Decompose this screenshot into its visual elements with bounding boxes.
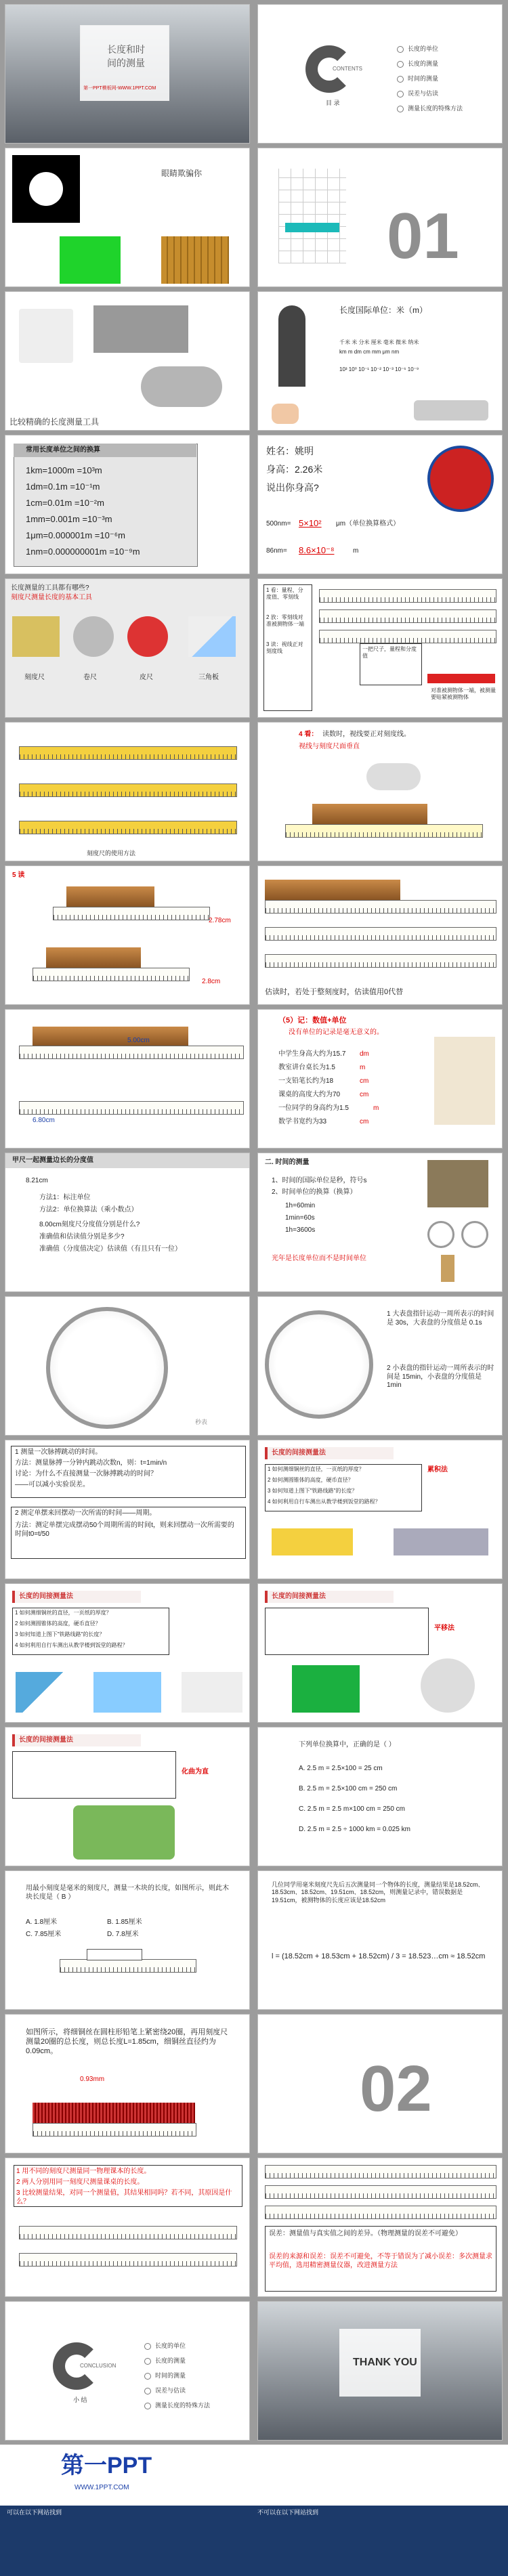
estimate-wood	[265, 880, 400, 900]
reading-ruler	[285, 824, 483, 838]
division-r3: 方法2：单位换算法（乘小数点）	[39, 1206, 138, 1214]
ruler-image	[12, 616, 60, 657]
ruler-quiz-d[interactable]: D. 7.8厘米	[107, 1931, 139, 1938]
indirect-item-3: 3 如何知道上图下"铁路线路"的长度？	[268, 1488, 358, 1494]
cover-title-line2: 间的测量	[107, 58, 145, 68]
tool-label-4: 三角板	[198, 674, 219, 681]
slide-indirect-4[interactable]	[5, 1727, 250, 1866]
exercise-1-suffix: μm（单位换算格式）	[336, 520, 400, 528]
step-3: 3 读：视线正对刻度线	[266, 641, 303, 654]
ruler-quiz-b[interactable]: B. 1.85厘米	[107, 1918, 142, 1926]
value-wood	[33, 1027, 188, 1046]
slide-read-values[interactable]	[5, 865, 250, 1005]
cover-title-line1: 长度和时	[107, 44, 145, 55]
error-l1: 误差：测量值与真实值之间的差异。（物理测量的误差不可避免）	[269, 2230, 462, 2237]
yellow-ruler-1	[19, 746, 237, 760]
value-1: 5.00cm	[127, 1037, 150, 1044]
read-ruler-1	[53, 907, 210, 920]
section-number: 01	[387, 200, 459, 272]
ruler-quiz-question: 用最小刻度是毫米的刻度尺，测量一木块的长度，如图所示，则此木块长度是（ B ）	[26, 1885, 229, 1901]
stopwatch-text-2: 2 小表盘的指针运动一周所表示的时间是 15min，小表盘的分度值是 1min	[387, 1365, 494, 1389]
stopwatch-note: 秒表	[195, 1419, 208, 1425]
indirect-head-3: 长度的间接测量法	[265, 1591, 394, 1603]
estimate-ruler-2	[265, 927, 496, 941]
step-note-4: 一把尺子，量程和分度值	[362, 646, 417, 659]
error-l2: 误差的来源和误差：误差不可避免，不等于错误为了减小误差：多次测量求平均值，选用精密测量仪器，改进测量方法	[269, 2253, 492, 2269]
slide-illusion[interactable]	[5, 148, 250, 287]
stopwatch-dial-icon	[265, 1310, 373, 1419]
indirect-item-1: 1 如何测细铜丝的直径，一页纸的厚度？	[268, 1466, 364, 1472]
slide-stopwatch-reading[interactable]	[257, 1296, 503, 1436]
record-title: （5）记：数值+单位	[278, 1016, 347, 1025]
illusion-lines-panel	[161, 236, 229, 284]
coil-image	[33, 2103, 195, 2123]
pulse-l4: ——可以减小实验误差。	[15, 1481, 89, 1488]
slide-stopwatch[interactable]	[5, 1296, 250, 1436]
tools-caption: 比较精确的长度测量工具	[9, 417, 100, 427]
contents-item-5[interactable]: 测量长度的特殊方法	[397, 104, 463, 112]
quiz-option-b[interactable]: B. 2.5 m = 2.5×100 cm = 250 cm	[299, 1785, 398, 1793]
stopwatch-text-1: 1 大表盘指针运动一周所表示的时间是 30s，大表盘的分度值是 0.1s	[387, 1310, 494, 1327]
hourglass-icon	[441, 1255, 454, 1282]
cover-url: 第一PPT模板网-WWW.1PPT.COM	[83, 86, 156, 91]
record-line-1: 中学生身高大约为15.7	[278, 1050, 346, 1058]
conversion-line-2: 1dm=0.1m =10⁻¹m	[26, 481, 100, 492]
cone-diagram	[16, 1672, 70, 1713]
triangle-diagram	[182, 1672, 242, 1713]
pulse-l3: 讨论：为什么不直接测量一次脉搏跳动的时间？	[15, 1470, 157, 1478]
error-ruler-2	[265, 2185, 496, 2199]
si-unit-symbols: km m dm cm mm μm nm	[339, 349, 400, 355]
contents-logo-sub: 目 录	[326, 100, 340, 106]
conclusion-item-5[interactable]: 测量长度的特殊方法	[144, 2401, 210, 2409]
name-text: 姓名：姚明	[266, 446, 314, 456]
ruler-quiz-a[interactable]: A. 1.8厘米	[26, 1918, 58, 1926]
red-bar	[427, 674, 495, 683]
indirect2-item-3: 3 如何知道上图下"铁路线路"的长度？	[15, 1631, 105, 1637]
slide-cover[interactable]	[5, 4, 250, 144]
wheel-image	[421, 1658, 475, 1713]
conclusion-logo-word: CONCLUSION	[80, 2363, 117, 2369]
ruler-3	[319, 630, 496, 643]
conclusion-item-2[interactable]: 长度的测量	[144, 2356, 186, 2365]
exercise-2-prefix: 86nm=	[266, 547, 287, 555]
footer-right-title: 不可以在以下网站找到	[257, 2509, 319, 2516]
slide-coil[interactable]	[5, 2014, 250, 2153]
conversion-line-1: 1km=1000m =10³m	[26, 465, 102, 475]
eyes-image	[366, 763, 421, 790]
slide-unit-quiz[interactable]	[257, 1727, 503, 1866]
indirect-answer-1: 累积法	[427, 1466, 448, 1474]
record-unit-2: m	[360, 1064, 366, 1071]
conclusion-item-3[interactable]: 时间的测量	[144, 2371, 186, 2380]
conversion-line-6: 1nm=0.000000001m =10⁻⁹m	[26, 546, 140, 557]
slide-ruler-quiz[interactable]	[5, 1870, 250, 2010]
footer-left-title: 可以在以下网站找到	[7, 2509, 62, 2516]
slide-indirect-2[interactable]	[5, 1583, 250, 1723]
average-question: 几位同学用毫米刻度尺先后五次测量同一个物体的长度，测量结果是18.52cm、18.53cm、18.52cm、19.51cm、18.52cm，则测量记录中，错误数据是19.51cm，被测物体的长度应该是18.52cm	[272, 1881, 484, 1904]
estimate-ruler-1	[265, 900, 496, 914]
conclusion-item-4[interactable]: 误差与估读	[144, 2386, 186, 2395]
record-unit-1: dm	[360, 1050, 369, 1058]
wood-block-2	[46, 947, 141, 968]
indirect-item-2: 2 如何测圆锥体的高度，硬币直径？	[268, 1477, 354, 1483]
experiment-ruler-1	[19, 2226, 237, 2239]
illusion-green-panel	[60, 236, 121, 284]
footer-brand: 第一PPT	[61, 2453, 152, 2478]
indirect2-item-1: 1 如何测细铜丝的直径，一页纸的厚度？	[15, 1610, 112, 1616]
quiz-question: 下列单位换算中，正确的是（ ）	[299, 1741, 396, 1748]
estimate-ruler-3	[265, 954, 496, 968]
si-title: 长度国际单位：米（m）	[339, 305, 427, 315]
sundial-image	[427, 1160, 488, 1207]
value-ruler-2	[19, 1101, 244, 1115]
wire-image	[394, 1528, 488, 1555]
division-title: 甲尺一起测量边长的分度值	[12, 1157, 93, 1164]
quiz-block	[87, 1949, 142, 1960]
watch-icon	[461, 1221, 488, 1248]
coil-question: 如图所示，将细铜丝在圆柱形铅笔上紧密绕20圈，再用刻度尺测量20圈的总长度，则总长度L=1.85cm，细铜丝直径约为 0.09cm。	[26, 2028, 228, 2055]
record-sub: 没有单位的记录是毫无意义的。	[289, 1029, 383, 1036]
experiment-ruler-2	[19, 2253, 237, 2267]
tool-label-2: 卷尺	[83, 674, 97, 681]
ruler-method-caption: 刻度尺的使用方法	[87, 850, 136, 857]
vernier-caliper-image	[93, 305, 188, 353]
map-image	[292, 1665, 360, 1713]
slide-error[interactable]	[257, 2158, 503, 2297]
error-ruler-1	[265, 2165, 496, 2178]
wood-block	[312, 804, 427, 824]
reading-head: 4 看：	[299, 731, 318, 738]
pens-image	[19, 309, 73, 363]
record-unit-4: cm	[360, 1091, 369, 1098]
section-number-2: 02	[360, 2053, 432, 2125]
read-ruler-2	[33, 968, 190, 981]
cyan-bar	[285, 223, 339, 232]
pulse-l6: 方法：测定单摆完成摆动50个周期所需的时间t，则来回摆动一次所需要的时间t0=t/50	[15, 1522, 234, 1538]
record-unit-6: cm	[360, 1118, 369, 1125]
tool-label-1: 刻度尺	[24, 674, 45, 681]
person-silhouette	[278, 305, 305, 387]
coins-image	[414, 400, 488, 421]
yellow-ruler-2	[19, 783, 237, 797]
stopwatch-icon	[46, 1307, 168, 1429]
quiz-option-a[interactable]: A. 2.5 m = 2.5×100 = 25 cm	[299, 1765, 383, 1772]
coin-diagram	[93, 1672, 161, 1713]
yellow-ruler-3	[19, 821, 237, 834]
division-r2: 方法1：标注单位	[39, 1194, 91, 1201]
read-value-2: 2.8cm	[202, 978, 221, 985]
micrometer-image	[141, 366, 222, 407]
time-l3: 1h=60min	[285, 1202, 316, 1209]
experiment-l3: 3 比较测量结果，对同一个测量值，其结果相同吗？若不同，其原因是什么？	[16, 2189, 232, 2206]
slide-measuring-tools[interactable]	[5, 578, 250, 718]
record-line-2: 教室讲台桌长为1.5	[278, 1064, 335, 1071]
exercise-1-prefix: 500nm=	[266, 520, 291, 528]
reading-sub: 视线与刻度尺面垂直	[299, 743, 360, 750]
estimate-text: 估读时，若处于整刻度时，估读值用0代替	[265, 988, 404, 996]
read-label: 5 读	[12, 872, 25, 879]
record-line-3: 一支铅笔长约为18	[278, 1077, 334, 1085]
player-photo	[427, 446, 494, 512]
coil-answer: 0.93mm	[80, 2076, 105, 2083]
quiz-ruler	[60, 1959, 196, 1973]
contents-item-3[interactable]: 时间的测量	[397, 74, 438, 83]
ruler-1	[319, 589, 496, 603]
grid-diagram	[278, 169, 346, 263]
slide-section-01[interactable]	[257, 148, 503, 287]
conclusion-logo-sub: 小 结	[73, 2397, 87, 2403]
slide-ruler-values[interactable]	[5, 1009, 250, 1149]
si-unit-names: 千米 米 分米 厘米 毫米 微米 纳米	[339, 339, 419, 345]
indirect-head-4: 长度的间接测量法	[12, 1734, 141, 1746]
conclusion-item-1[interactable]: 长度的单位	[144, 2341, 186, 2350]
value-2: 6.80cm	[33, 1117, 55, 1124]
time-title: 二. 时间的测量	[265, 1159, 310, 1166]
pulse-l2: 方法：测量脉搏一分钟内跳动次数n，则：t=1min/n	[15, 1459, 167, 1467]
time-l1: 1、时间的国际单位是秒，符号s	[272, 1177, 367, 1184]
quiz-option-c[interactable]: C. 2.5 m = 2.5 m×100 cm = 250 cm	[299, 1805, 406, 1813]
experiment-l2: 2 两人分别用同一刻度尺测量课桌的长度。	[16, 2178, 144, 2186]
measuring-tape-image	[127, 616, 168, 657]
slide-reading[interactable]	[257, 722, 503, 861]
finger-image	[272, 404, 299, 424]
pulse-l5: 2 测定单摆来回摆动一次所需的时间——周期。	[15, 1509, 156, 1517]
exercise-2-answer: 8.6×10⁻⁸	[299, 545, 335, 555]
illusion-label: 眼睛欺骗你	[161, 169, 203, 178]
ruler-2	[319, 609, 496, 623]
indirect-head-2: 长度的间接测量法	[12, 1591, 141, 1603]
record-unit-3: cm	[360, 1077, 369, 1085]
footer-url[interactable]: WWW.1PPT.COM	[75, 2484, 129, 2491]
wood-block-1	[66, 886, 154, 907]
indirect-answer-3: 平移法	[434, 1625, 454, 1632]
tools-answer: 刻度尺测量长度的基本工具	[11, 594, 92, 601]
conversion-line-3: 1cm=0.01m =10⁻²m	[26, 498, 104, 508]
clock-icon	[427, 1221, 454, 1248]
si-unit-powers: 10³ 10⁰ 10⁻¹ 10⁻² 10⁻³ 10⁻⁶ 10⁻⁹	[339, 366, 419, 372]
record-unit-5: m	[373, 1104, 379, 1112]
tape-measure-image	[73, 616, 114, 657]
slide-average[interactable]	[257, 1870, 503, 2010]
slide-unit-conversion[interactable]	[5, 435, 250, 574]
indirect2-item-2: 2 如何测圆锥体的高度，硬币直径？	[15, 1620, 101, 1627]
contents-logo-word: CONTENTS	[333, 66, 362, 72]
pulse-l1: 1 测量一次脉搏跳动的时间。	[15, 1448, 102, 1456]
division-r6: 准确值（分度值决定）估读值（有且只有一位）	[39, 1245, 182, 1253]
slide-si-unit[interactable]	[257, 291, 503, 431]
slide-indirect-3[interactable]	[257, 1583, 503, 1723]
read-value-1: 2.78cm	[209, 917, 231, 924]
ruler-quiz-c[interactable]: C. 7.85厘米	[26, 1931, 62, 1938]
height-text: 身高：2.26米	[266, 464, 323, 475]
indirect2-item-4: 4 如何利用自行车测出从教学楼到饭堂的路程？	[15, 1642, 128, 1648]
conversion-line-4: 1mm=0.001m =10⁻³m	[26, 514, 112, 524]
record-line-4: 课桌的高度大约为70	[278, 1091, 341, 1098]
average-formula: l = (18.52cm + 18.53cm + 18.52cm) / 3 = 18.523…cm ≈ 18.52cm	[272, 1952, 486, 1960]
contents-item-1[interactable]: 长度的单位	[397, 44, 438, 53]
tools-question: 长度测量的工具都有哪些?	[11, 584, 89, 592]
experiment-l1: 1 用不同的刻度尺测量同一物理课本的长度。	[16, 2168, 151, 2175]
indirect-list-box-4	[12, 1751, 176, 1799]
pencil-image	[272, 1528, 353, 1555]
time-l4: 1min=60s	[285, 1214, 315, 1222]
slide-estimate[interactable]	[257, 865, 503, 1005]
step-note: 对准被测物体一端，被测量要贴紧被测物体	[431, 687, 496, 700]
contents-item-4[interactable]: 误差与估读	[397, 89, 438, 98]
record-line-6: 数学书宽约为33	[278, 1118, 327, 1125]
slide-precise-tools[interactable]	[5, 291, 250, 431]
time-l5: 1h=3600s	[285, 1226, 316, 1234]
slide-record[interactable]	[257, 1009, 503, 1149]
slide-error-experiment[interactable]	[5, 2158, 250, 2297]
indirect-item-4: 4 如何利用自行车测出从教学楼到饭堂的路程？	[268, 1499, 381, 1505]
indirect-list-box-3	[265, 1608, 429, 1655]
step-1: 1 看：量程、分度值、零刻线	[266, 587, 303, 600]
quiz-option-d[interactable]: D. 2.5 m = 2.5 ÷ 1000 km = 0.025 km	[299, 1826, 411, 1833]
record-line-5: 一位同学的身高约为1.5	[278, 1104, 349, 1112]
student-image	[434, 1037, 495, 1125]
slide-pulse[interactable]	[5, 1440, 250, 1579]
slide-time[interactable]	[257, 1153, 503, 1292]
tool-label-3: 皮尺	[140, 674, 153, 681]
reading-text: 读数时，视线要正对刻度线。	[322, 731, 410, 738]
track-image	[73, 1805, 175, 1860]
slide-conclusion[interactable]	[5, 2301, 250, 2441]
division-r1: 8.21cm	[26, 1177, 48, 1184]
slide-ruler-method[interactable]	[5, 722, 250, 861]
value-ruler-1	[19, 1046, 244, 1059]
conversion-line-5: 1μm=0.000001m =10⁻⁶m	[26, 530, 125, 540]
division-r4: 8.00cm刻度尺分度值分别是什么?	[39, 1221, 140, 1228]
step-2: 2 放：零刻线对准被测物体一端	[266, 614, 304, 627]
slide-height-example[interactable]	[257, 435, 503, 574]
division-r5: 准确值和估读值分别是多少?	[39, 1233, 125, 1241]
conversion-title: 常用长度单位之间的换算	[26, 446, 100, 454]
exercise-2-suffix: m	[353, 547, 359, 555]
coil-ruler	[33, 2123, 196, 2137]
indirect-answer-4: 化曲为直	[182, 1768, 209, 1776]
slide-section-02[interactable]	[257, 2014, 503, 2153]
time-foot: 光年是长度单位而不是时间单位	[272, 1255, 366, 1262]
contents-item-2[interactable]: 长度的测量	[397, 59, 438, 68]
slide-ruler-steps[interactable]	[257, 578, 503, 718]
indirect-head-1: 长度的间接测量法	[265, 1447, 394, 1459]
illusion-circle-icon	[29, 172, 63, 206]
thanks-text: THANK YOU	[353, 2357, 417, 2368]
ask-text: 说出你身高?	[266, 482, 319, 493]
slide-contents[interactable]	[257, 4, 503, 144]
triangle-ruler-image	[188, 616, 236, 657]
footer-ad	[0, 2445, 508, 2576]
slide-thanks[interactable]	[257, 2301, 503, 2441]
time-l2: 2、时间单位的换算（换算）	[272, 1188, 357, 1196]
error-ruler-3	[265, 2206, 496, 2219]
exercise-1-answer: 5×10²	[299, 518, 322, 528]
slide-division-value[interactable]	[5, 1153, 250, 1292]
slide-indirect-1[interactable]	[257, 1440, 503, 1579]
